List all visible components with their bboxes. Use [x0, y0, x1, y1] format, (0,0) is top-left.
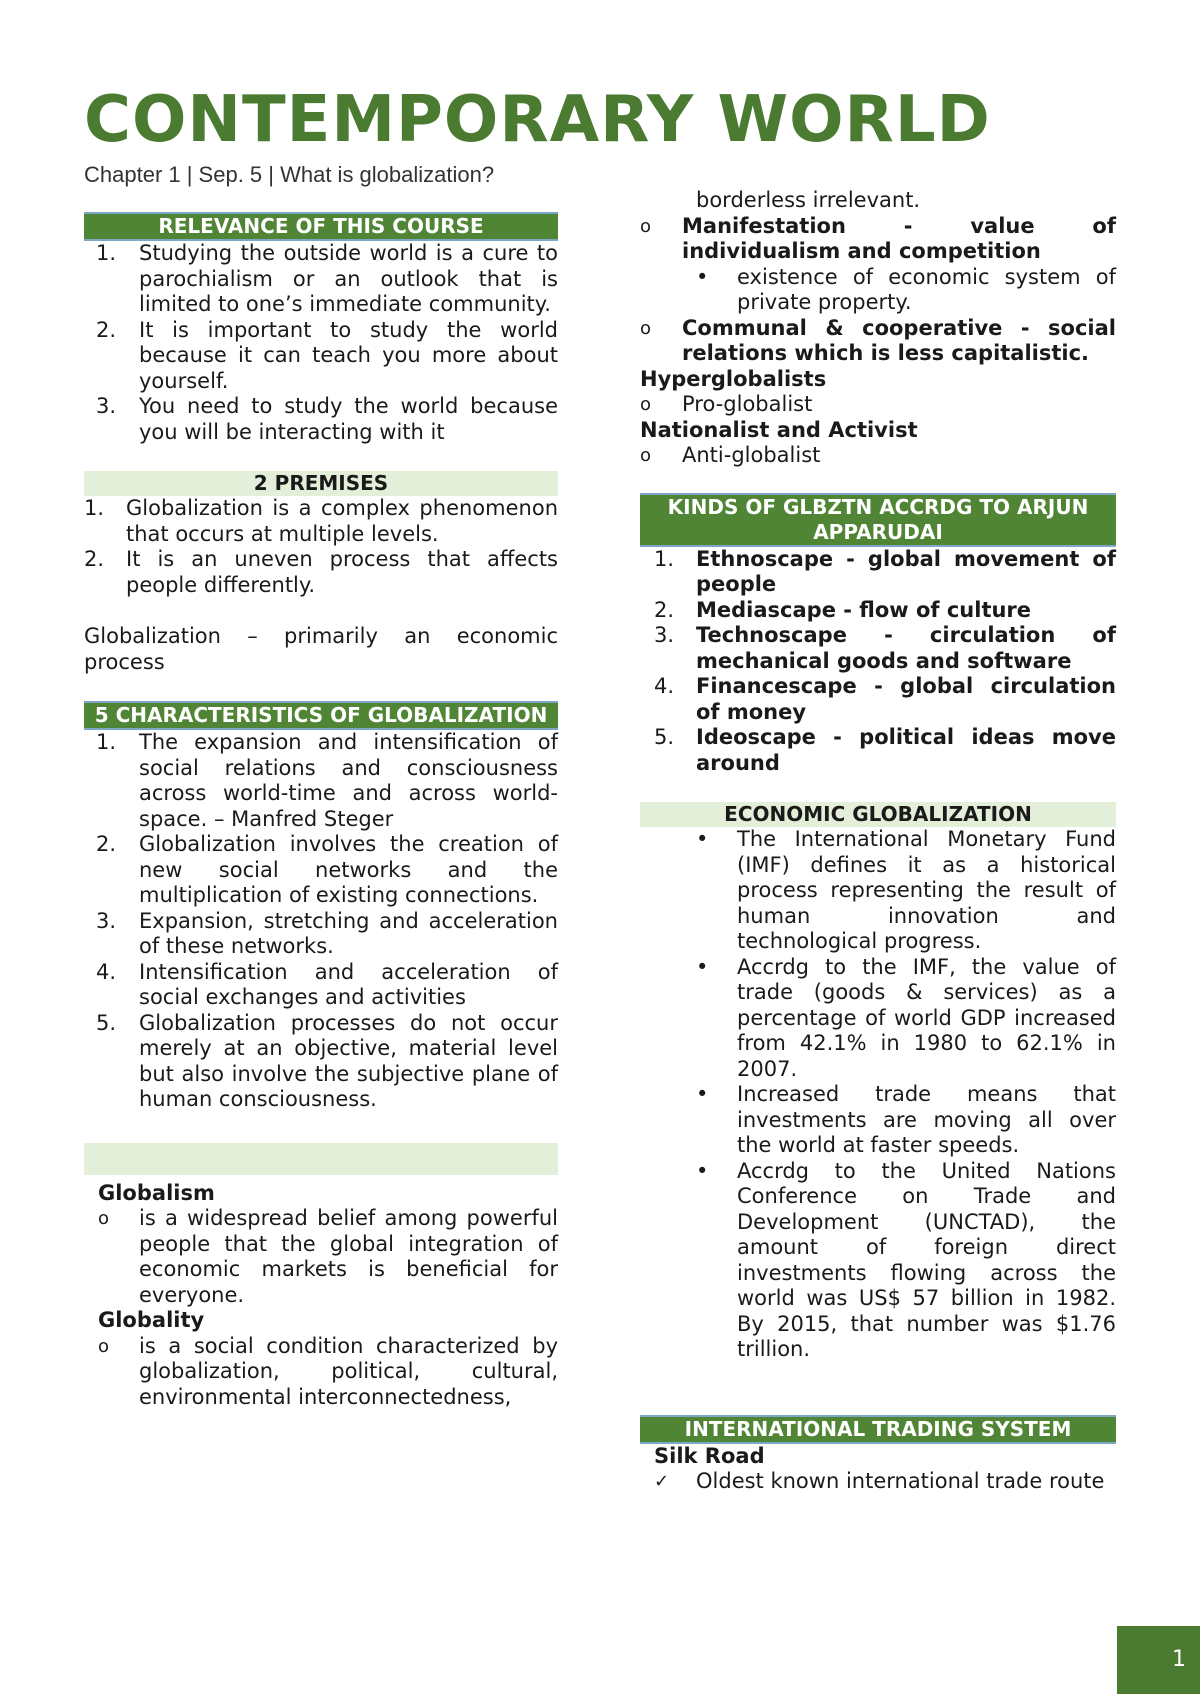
list-item: ✓ Oldest known international trade route [654, 1469, 1105, 1493]
list-item: 2. It is an uneven process that affects people differently. [84, 547, 558, 597]
list-item: 1. The expansion and intensification of social relations and consciousness across world-time and across world-space. – Manfred Steger [96, 730, 558, 831]
page-number: 1 [1117, 1626, 1200, 1694]
characteristics-heading: 5 CHARACTERISTICS OF GLOBALIZATION [84, 701, 558, 730]
document-title: CONTEMPORARY WORLD [84, 83, 991, 157]
trading-heading: INTERNATIONAL TRADING SYSTEM [640, 1415, 1116, 1444]
list-item: o Manifestation - value of individualism and competition [640, 213, 1116, 263]
list-item: 4. Financescape - global circulation of money [654, 674, 1116, 724]
economic-list [640, 827, 1116, 1363]
relevance-list [84, 241, 558, 445]
right-column [640, 188, 1116, 1495]
silk-road-subheading: Silk Road [654, 1443, 765, 1468]
list-item: • Accrdg to the IMF, the value of trade (goods & services) as a percentage of world GDP increased from 42.1% in 1980 to 62.1% in 2007. [696, 954, 1116, 1081]
list-item: o Pro-globalist [640, 392, 813, 416]
chapter-subtitle: Chapter 1 | Sep. 5 | What is globalization? [84, 162, 495, 187]
checkmark-icon: ✓ [654, 1471, 670, 1492]
globalism-term: Globalism [98, 1180, 215, 1205]
list-item: • Accrdg to the United Nations Conference on Trade and Development (UNCTAD), the amount of foreign direct investments flowing across the world was US$ 57 billion in 1982. By 2015, that number was $1.76 trillion. [696, 1158, 1116, 1361]
list-item: o Anti-globalist [640, 443, 821, 467]
globality-continued: borderless irrelevant. [696, 188, 921, 212]
globality-term: Globality [98, 1308, 205, 1332]
list-item: 1. Globalization is a complex phenomenon that occurs at multiple levels. [84, 496, 558, 546]
relevance-heading: RELEVANCE OF THIS COURSE [84, 212, 558, 241]
group-list [640, 443, 1116, 469]
characteristics-list [84, 730, 558, 1113]
group-name: Nationalist and Activist [640, 417, 918, 442]
economic-heading: ECONOMIC GLOBALIZATION [640, 802, 1116, 827]
list-item: 3. Expansion, stretching and acceleration of these networks. [96, 908, 558, 958]
blank-heading-bar [84, 1143, 558, 1175]
group-list [640, 392, 1116, 418]
trading-list [640, 1469, 1116, 1495]
list-item: • Increased trade means that investments are moving all over the world at faster speeds. [696, 1082, 1116, 1157]
premises-note: Globalization – primarily an economic process [84, 624, 558, 674]
list-item: 1. Ethnoscape - global movement of people [654, 546, 1116, 596]
globalism-list [84, 1206, 558, 1308]
kinds-list [640, 547, 1116, 777]
list-item: • The International Monetary Fund (IMF) defines it as a historical process representing the result of human innovation and technological progress. [696, 827, 1116, 953]
kinds-heading: KINDS OF GLBZTN ACCRDG TO ARJUN APPARUDAI [640, 493, 1116, 547]
list-item: o is a social condition characterized by globalization, political, cultural, environmental interconnectedness, [98, 1333, 558, 1409]
list-item: 5. Globalization processes do not occur merely at an objective, material level but also involve the subjective plane of human consciousness. [96, 1010, 558, 1111]
group-name: Hyperglobalists [640, 366, 827, 391]
communal-list [640, 316, 1116, 367]
list-item: o is a widespread belief among powerful people that the global integration of economic markets is beneficial for everyone. [98, 1206, 558, 1307]
list-item: 3. Technoscape - circulation of mechanical goods and software [654, 623, 1116, 673]
list-item: 2. Mediascape - flow of culture [654, 597, 1032, 622]
list-item: 2. It is important to study the world because it can teach you more about yourself. [96, 317, 558, 393]
list-item: 2. Globalization involves the creation of new social networks and the multiplication of existing connections. [96, 832, 558, 907]
list-item: o Communal & cooperative - social relations which is less capitalistic. [640, 315, 1116, 365]
list-item: • existence of economic system of private property. [696, 264, 1116, 314]
list-item: 1. Studying the outside world is a cure to parochialism or an outlook that is limited to one’s immediate community. [96, 241, 558, 316]
premises-heading: 2 PREMISES [84, 471, 558, 496]
globality-list [84, 1334, 558, 1411]
list-item: 5. Ideoscape - political ideas move around [654, 725, 1116, 775]
manifestation-list [640, 214, 1116, 265]
manifestation-sublist [640, 265, 1116, 316]
list-item: 3. You need to study the world because you will be interacting with it [96, 394, 558, 444]
list-item: 4. Intensification and acceleration of social exchanges and activities [96, 959, 558, 1009]
premises-list [84, 496, 558, 598]
left-column [84, 212, 558, 1410]
